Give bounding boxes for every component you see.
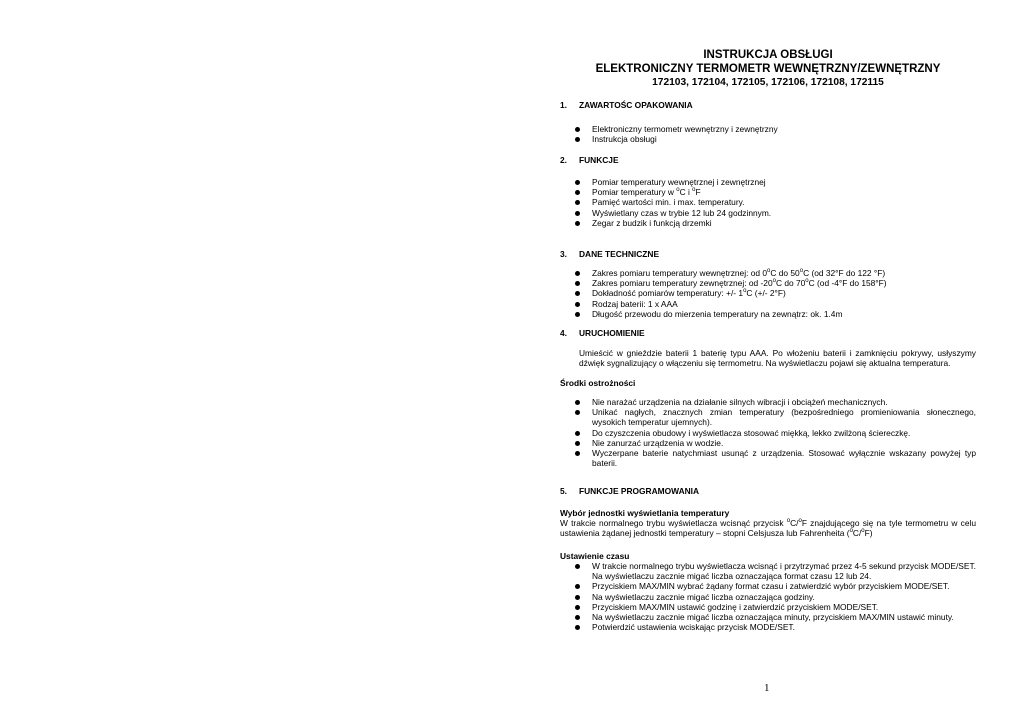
list-item: Nie narażać urządzenia na działanie silnych wibracji i obciążeń mechanicznych. [560, 397, 976, 407]
list-item: Na wyświetlaczu zacznie migać liczba oznaczająca godziny. [560, 592, 976, 602]
list-item: Przyciskiem MAX/MIN ustawić godzinę i zatwierdzić przyciskiem MODE/SET. [560, 602, 976, 612]
model-numbers: 172103, 172104, 172105, 172106, 172108, 172115 [652, 77, 884, 88]
time-heading: Ustawienie czasu [560, 551, 630, 561]
section-heading: 4. URUCHOMIENIE [560, 328, 645, 338]
unit-paragraph: W trakcie normalnego trybu wyświetlacza wcisnąć przycisk $^o$C/$^o$F znajdującego się na tyle termometru w celu ustawienia żądanej jednostki temperatury – stopni Celsjusza lub Fahrenheita ($^o$C/$^o$F) [560, 518, 976, 539]
list-item: Elektroniczny termometr wewnętrzny i zewnętrzny [560, 124, 976, 134]
list-item: Dokładność pomiarów temperatury: +/- 1$^o$C (+/- 2°F) [560, 288, 976, 298]
tech-list [560, 268, 976, 319]
list-item: Instrukcja obsługi [560, 134, 976, 144]
section-heading: 2. FUNKCJE [560, 155, 619, 165]
list-item: Nie zanurzać urządzenia w wodzie. [560, 438, 976, 448]
list-item: Zakres pomiaru temperatury zewnętrznej: od -20$^o$C do 70$^o$C (od -4°F do 158°F) [560, 278, 976, 288]
list-item: Pomiar temperatury w $^o$C i $^o$F [560, 187, 976, 197]
startup-paragraph: Umieścić w gnieździe baterii 1 baterię typu AAA. Po włożeniu baterii i zamknięciu pokrywy, usłyszymy dźwięk sygnalizujący o włączeniu się termometru. Na wyświetlaczu pojawi się aktualna temperatura. [579, 348, 976, 369]
product-title: ELEKTRONICZNY TERMOMETR WEWNĘTRZNY/ZEWNĘTRZNY [595, 63, 941, 75]
list-item: Długość przewodu do mierzenia temperatury na zewnątrz: ok. 1.4m [560, 309, 976, 319]
manual-page [560, 0, 976, 724]
unit-heading: Wybór jednostki wyświetlania temperatury [560, 508, 730, 518]
list-item: Unikać nagłych, znacznych zmian temperatury (bezpośredniego promieniowania słonecznego, wysokich temperatur ujemnych). [560, 407, 976, 427]
list-item: Wyświetlany czas w trybie 12 lub 24 godzinnym. [560, 208, 976, 218]
functions-list [560, 177, 976, 228]
list-item: Pamięć wartości min. i max. temperatury. [560, 197, 976, 207]
section-heading: 1. ZAWARTOŚC OPAKOWANIA [560, 100, 693, 110]
list-item: W trakcie normalnego trybu wyświetlacza wcisnąć i przytrzymać przez 4-5 sekund przycisk MODE/SET. Na wyświetlaczu zacznie migać liczba oznaczająca format czasu 12 lub 24. [560, 561, 976, 581]
contents-list [560, 124, 976, 144]
list-item: Do czyszczenia obudowy i wyświetlacza stosować miękką, lekko zwilżoną ściereczkę. [560, 428, 976, 438]
list-item: Wyczerpane baterie natychmiast usunąć z urządzenia. Stosować wyłącznie wskazany powyżej typ baterii. [560, 448, 976, 468]
list-item: Potwierdzić ustawienia wciskając przycisk MODE/SET. [560, 622, 976, 632]
safety-list [560, 397, 976, 468]
list-item: Zegar z budzik i funkcją drzemki [560, 218, 976, 228]
page-number: 1 [764, 682, 770, 694]
safety-heading: Środki ostrożności [560, 378, 636, 388]
list-item: Pomiar temperatury wewnętrznej i zewnętrznej [560, 177, 976, 187]
section-heading: 5. FUNKCJE PROGRAMOWANIA [560, 486, 700, 496]
document-title: INSTRUKCJA OBSŁUGI [703, 49, 833, 61]
list-item: Na wyświetlaczu zacznie migać liczba oznaczająca minuty, przyciskiem MAX/MIN ustawić minuty. [560, 612, 976, 622]
list-item: Rodzaj baterii: 1 x AAA [560, 299, 976, 309]
list-item: Zakres pomiaru temperatury wewnętrznej: od 0$^o$C do 50$^o$C (od 32°F do 122 °F) [560, 268, 976, 278]
section-heading: 3. DANE TECHNICZNE [560, 249, 660, 259]
time-steps-list [560, 561, 976, 632]
list-item: Przyciskiem MAX/MIN wybrać żądany format czasu i zatwierdzić wybór przyciskiem MODE/SET. [560, 581, 976, 591]
